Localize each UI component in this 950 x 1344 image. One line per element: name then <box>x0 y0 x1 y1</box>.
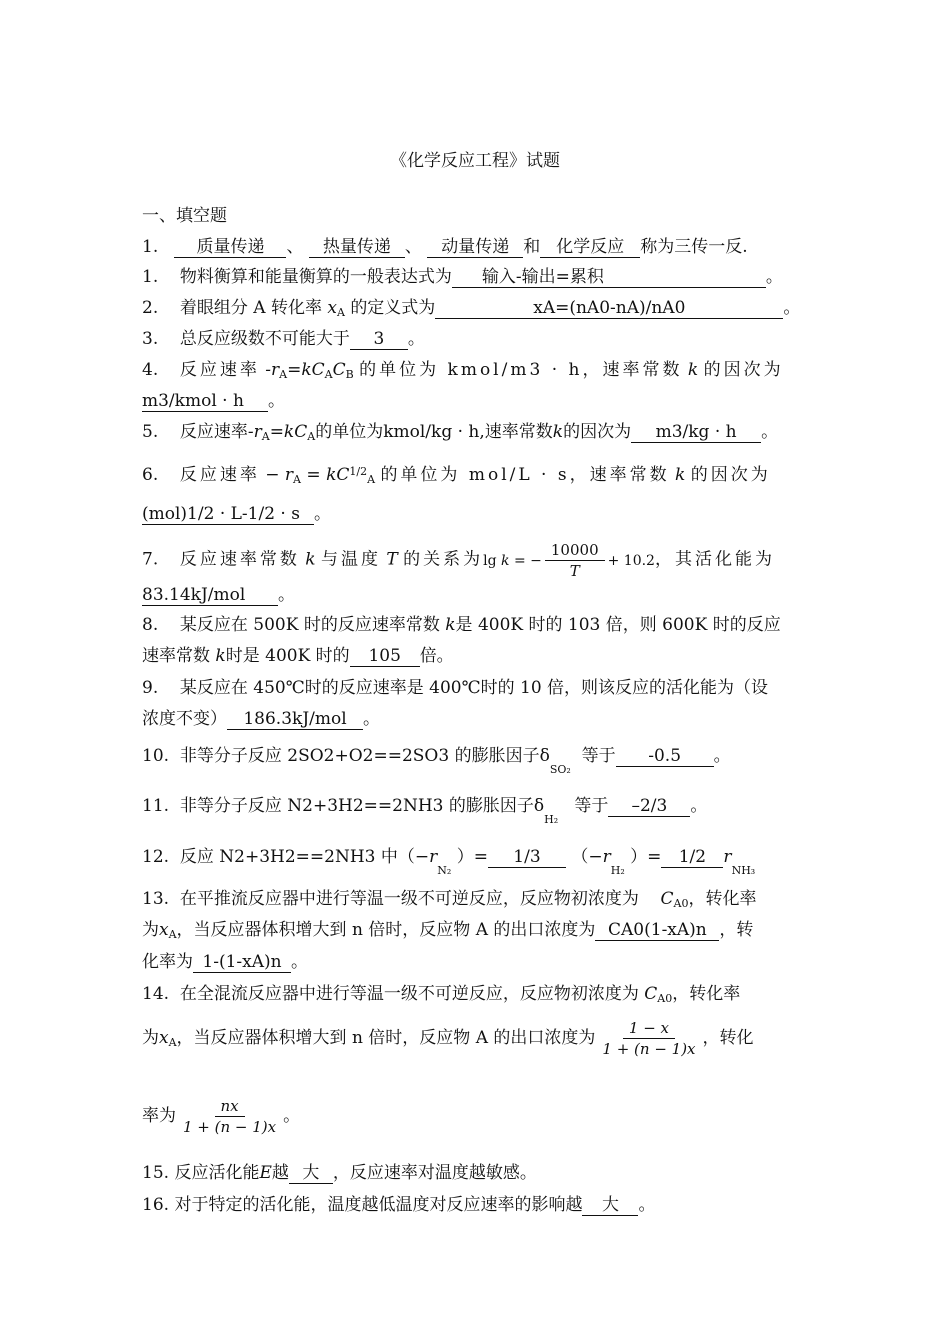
answer-blank: 质量传递 <box>174 237 286 258</box>
item-number: 9. <box>142 678 159 698</box>
question-13-line3: 化率为 1-(1-xA)n 。 <box>142 952 308 972</box>
answer-blank: 186.3kJ/mol <box>227 709 363 730</box>
question-3: 3. 总反应级数不可能大于 3 。 <box>142 329 425 349</box>
answer-blank: 3 <box>350 329 408 350</box>
answer-blank: xA=(nA0-nA)/nA0 <box>435 298 783 319</box>
question-7: 7. 反应速率常数 k 与温度 T 的关系为lg k = − $\frac{10000}{T}$ + 10.2，其活化能为 <box>142 541 775 580</box>
conversion-formula: $\frac{nx}{1 + (n - 1)x}$ <box>183 1097 277 1136</box>
question-16: 16. 对于特定的活化能，温度越低温度对反应速率的影响越 大 。 <box>142 1195 656 1215</box>
answer-blank: 热量传递 <box>309 237 405 258</box>
item-number: 10. <box>142 746 170 766</box>
arrhenius-formula: lg k = − $\frac{10000}{T}$ + 10.2 <box>483 541 655 580</box>
item-number: 1. <box>142 267 159 287</box>
question-15: 15. 反应活化能E越 大 ，反应速率对温度越敏感。 <box>142 1163 537 1183</box>
question-5: 5. 反应速率$-r_A=kC_A$的单位为kmol/kg · h,速率常数k的因次为 m3/kg · h 。 <box>142 422 779 443</box>
answer-blank: (mol)1/2 · L-1/2 · s <box>142 504 314 525</box>
question-1b: 1. 物料衡算和能量衡算的一般表达式为 输入-输出=累积 。 <box>142 267 783 287</box>
item-number: 5. <box>142 422 159 442</box>
item-number: 6. <box>142 465 159 485</box>
question-14-line3: 率为 $\frac{nx}{1 + (n - 1)x}$ 。 <box>142 1097 301 1136</box>
question-2: 2. 着眼组分 A 转化率 $x_A$ 的定义式为 xA=(nA0-nA)/nA0 。 <box>142 298 801 319</box>
item-number: 12. <box>142 847 170 867</box>
answer-blank: 1-(1-xA)n <box>193 952 291 973</box>
answer-blank: 1/2 <box>661 847 723 868</box>
section-heading: 一、填空题 <box>142 206 227 226</box>
question-11: 11. 非等分子反应 N2+3H2==2NH3 的膨胀因子$\delta_{H_2}$ 等于 –2/3 。 <box>142 796 708 826</box>
question-8: 8. 某反应在 500K 时的反应速率常数 k是 400K 时的 103 倍，则 600K 时的反应 <box>142 615 781 635</box>
question-14: 14. 在全混流反应器中进行等温一级不可逆反应，反应物初浓度为 $C_{A0}$，转化率 <box>142 984 741 1005</box>
question-8-line2: 速率常数 k时是 400K 时的 105 倍。 <box>142 646 454 666</box>
item-number: 7. <box>142 549 159 570</box>
item-number: 14. <box>142 984 170 1004</box>
question-7-answer: 83.14kJ/mol 。 <box>142 585 295 605</box>
answer-blank: 化学反应 <box>540 237 640 258</box>
item-number: 15. <box>142 1163 170 1183</box>
answer-blank: CA0(1-xA)n <box>595 920 719 941</box>
question-6-answer: (mol)1/2 · L-1/2 · s 。 <box>142 504 331 524</box>
question-9-line2: 浓度不变） 186.3kJ/mol 。 <box>142 709 380 729</box>
item-number: 3. <box>142 329 159 349</box>
answer-blank: 动量传递 <box>427 237 523 258</box>
item-number: 4. <box>142 360 159 380</box>
question-10: 10. 非等分子反应 2SO2+O2==2SO3 的膨胀因子$\delta_{SO_2}$ 等于 -0.5 。 <box>142 746 731 776</box>
answer-blank: m3/kmol · h <box>142 391 268 412</box>
item-number: 1. <box>142 237 159 257</box>
answer-blank: 大 <box>289 1163 333 1184</box>
item-number: 13. <box>142 889 170 909</box>
page-title: 《化学反应工程》试题 <box>390 151 560 171</box>
question-1: 1. 质量传递 、 热量传递 、 动量传递 和 化学反应 称为三传一反. <box>142 237 748 257</box>
outlet-concentration-formula: $\frac{1 - x}{1 + (n - 1)x}$ <box>602 1019 696 1058</box>
answer-blank: 输入-输出=累积 <box>452 267 766 288</box>
answer-blank: 83.14kJ/mol <box>142 585 278 606</box>
question-13-line2: 为$x_A$，当反应器体积增大到 n 倍时，反应物 A 的出口浓度为 CA0(1-xA)n ，转 <box>142 920 754 941</box>
item-number: 8. <box>142 615 159 635</box>
answer-blank: 105 <box>350 646 420 667</box>
answer-blank: –2/3 <box>608 796 690 817</box>
answer-blank: 大 <box>582 1195 638 1216</box>
item-number: 16. <box>142 1195 170 1215</box>
question-9: 9. 某反应在 450℃时的反应速率是 400℃时的 10 倍，则该反应的活化能为（设 <box>142 678 769 698</box>
question-6: 6. 反应速率 − $r_A = kC^{1/2}_A$ 的单位为 mol/L · s，速率常数 k 的因次为 <box>142 465 771 486</box>
item-number: 2. <box>142 298 159 318</box>
question-13: 13. 在平推流反应器中进行等温一级不可逆反应，反应物初浓度为 $C_{A0}$，转化率 <box>142 889 757 910</box>
answer-blank: m3/kg · h <box>631 422 761 443</box>
answer-blank: 1/3 <box>488 847 566 868</box>
question-4-answer: m3/kmol · h 。 <box>142 391 285 411</box>
answer-blank: -0.5 <box>616 746 714 767</box>
question-14-line2: 为$x_A$，当反应器体积增大到 n 倍时，反应物 A 的出口浓度为 $\frac{1 - x}{1 + (n - 1)x}$ ，转化 <box>142 1019 754 1058</box>
question-4: 4. 反应速率 $-r_A=kC_AC_B$ 的单位为 kmol/m3 · h，速率常数 k 的因次为 <box>142 360 784 381</box>
question-12: 12. 反应 N2+3H2==2NH3 中（$-r_{N_2}$ ）= 1/3 （$-r_{H_2}$ ）= 1/2 $r_{NH_3}$ <box>142 847 756 877</box>
item-number: 11. <box>142 796 170 816</box>
